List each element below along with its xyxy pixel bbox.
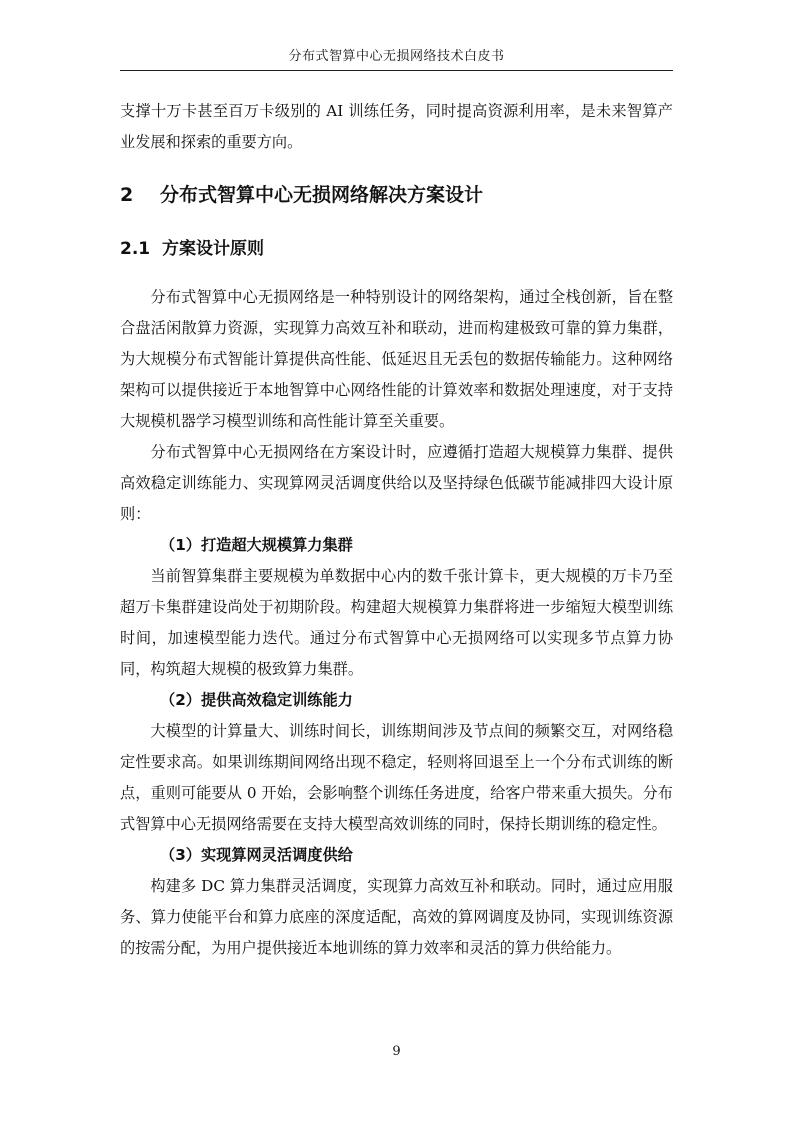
principle-heading: （3）实现算网灵活调度供给 [160,846,353,864]
section-title: 方案设计原则 [162,239,264,259]
chapter-heading [120,180,673,210]
principle-heading: （2）提供高效稳定训练能力 [160,691,353,709]
principle-heading: （1）打造超大规模算力集群 [160,536,353,554]
page-content [120,96,673,964]
header-rule [120,70,673,71]
section-body [120,282,673,964]
chapter-title: 分布式智算中心无损网络解决方案设计 [160,184,484,206]
principle-paragraph: 构建多 DC 算力集群灵活调度，实现算力高效互补和联动。同时，通过应用服务、算力使能平台和算力底座的深度适配，高效的算网调度及协同，实现训练资源的按需分配，为用户提供接近本地训练的算力效率和灵活的算力供给能力。 [120,877,673,957]
body-paragraph: 分布式智算中心无损网络是一种特别设计的网络架构，通过全栈创新，旨在整合盘活闲散算力资源，实现算力高效互补和联动，进而构建极致可靠的算力集群，为大规模分布式智能计算提供高性能、低延迟且无丢包的数据传输能力。这种网络架构可以提供接近于本地智算中心网络性能的计算效率和数据处理速度，对于支持大规模机器学习模型训练和高性能计算至关重要。 [120,288,673,430]
principle-paragraph: 大模型的计算量大、训练时间长，训练期间涉及节点间的频繁交互，对网络稳定性要求高。如果训练期间网络出现不稳定，轻则将回退至上一个分布式训练的断点，重则可能要从 0 开始，会影响整个训练任务进度，给客户带来重大损失。分布式智算中心无损网络需要在支持大模型高效训练的同时，保持长期训练的稳定性。 [120,722,673,833]
body-paragraph: 分布式智算中心无损网络在方案设计时，应遵循打造超大规模算力集群、提供高效稳定训练能力、实现算网灵活调度供给以及坚持绿色低碳节能减排四大设计原则： [120,443,673,523]
running-header: 分布式智算中心无损网络技术白皮书 [288,49,505,64]
section-number: 2.1 [120,239,151,259]
section-heading [120,235,673,263]
page-number: 9 [392,1044,401,1059]
chapter-number: 2 [120,184,134,206]
principle-paragraph: 当前智算集群主要规模为单数据中心内的数千张计算卡，更大规模的万卡乃至超万卡集群建设尚处于初期阶段。构建超大规模算力集群将进一步缩短大模型训练时间，加速模型能力迭代。通过分布式智算中心无损网络可以实现多节点算力协同，构筑超大规模的极致算力集群。 [120,567,673,678]
intro-paragraph: 支撑十万卡甚至百万卡级别的 AI 训练任务，同时提高资源利用率，是未来智算产业发展和探索的重要方向。 [120,102,673,151]
